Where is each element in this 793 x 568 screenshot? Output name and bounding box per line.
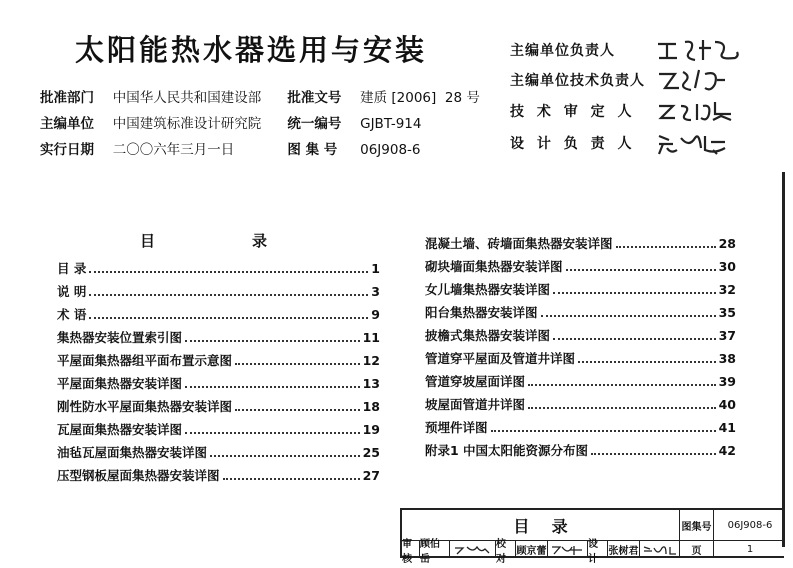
toc-entry[interactable] xyxy=(425,395,736,413)
toc-entry-title: 管道穿平屋面及管道井详图 xyxy=(425,351,576,366)
signature-image xyxy=(655,98,745,124)
leader-dots xyxy=(89,317,368,319)
leader-dots xyxy=(553,338,716,340)
info-row-editor xyxy=(40,112,421,132)
leader-dots xyxy=(89,294,368,296)
toc-entry-title: 平屋面集热器组平面布置示意图 xyxy=(57,353,233,368)
signature-image xyxy=(655,36,745,62)
toc-entry[interactable] xyxy=(57,443,380,461)
toc-entry-page: 42 xyxy=(718,443,736,458)
approve-dept-label: 批准部门 xyxy=(40,90,94,106)
toc-entry-title: 平屋面集热器安装详图 xyxy=(57,376,183,391)
toc-entry-page: 37 xyxy=(718,328,736,343)
toc-entry[interactable] xyxy=(57,420,380,438)
leader-dots xyxy=(185,432,360,434)
toc-entry[interactable] xyxy=(425,372,736,390)
toc-entry-title: 集热器安装位置索引图 xyxy=(57,330,183,345)
toc-entry[interactable] xyxy=(57,397,380,415)
toc-entry-title: 预埋件详图 xyxy=(425,420,488,435)
role-chief-tech: 主编单位技术负责人 xyxy=(510,73,645,89)
toc-entry-page: 25 xyxy=(362,445,380,460)
toc-entry-page: 12 xyxy=(362,353,380,368)
toc-entry-title: 瓦屋面集热器安装详图 xyxy=(57,422,183,437)
toc-entry[interactable] xyxy=(57,351,380,369)
toc-entry-page: 13 xyxy=(362,376,380,391)
leader-dots xyxy=(210,455,360,457)
toc-entry-page: 35 xyxy=(718,305,736,320)
leader-dots xyxy=(541,315,716,317)
effective-label: 实行日期 xyxy=(40,142,94,158)
designer-signature xyxy=(640,541,680,558)
designer-name: 张树君 xyxy=(608,541,640,558)
toc-entry[interactable] xyxy=(425,418,736,436)
role-technical-reviewer: 技 术 审 定 人 xyxy=(510,104,636,120)
toc-entry-title: 附录1 中国太阳能资源分布图 xyxy=(425,443,589,458)
atlas-no: 06J908-6 xyxy=(727,519,773,531)
toc-entry-page: 1 xyxy=(371,261,380,276)
editor: 中国建筑标准设计研究院 xyxy=(112,116,262,132)
toc-entry-page: 3 xyxy=(371,284,380,299)
leader-dots xyxy=(528,407,716,409)
leader-dots xyxy=(528,384,716,386)
review-label: 审核 xyxy=(402,541,420,558)
toc-entry[interactable] xyxy=(57,374,380,392)
toc-entry[interactable] xyxy=(57,259,380,277)
check-label: 校对 xyxy=(496,541,516,558)
toc-entry-title: 说 明 xyxy=(57,284,87,299)
reviewer-name: 顾伯岳 xyxy=(420,541,450,558)
toc-entry-title: 刚性防水平屋面集热器安装详图 xyxy=(57,399,233,414)
toc-entry-title: 油毡瓦屋面集热器安装详图 xyxy=(57,445,208,460)
leader-dots xyxy=(566,269,716,271)
toc-entry-page: 18 xyxy=(362,399,380,414)
toc-entry[interactable] xyxy=(57,328,380,346)
atlas-no: 06J908-6 xyxy=(360,142,421,158)
toc-entry-title: 坡屋面管道井详图 xyxy=(425,397,526,412)
leader-dots xyxy=(89,271,368,273)
role-chief-unit: 主编单位负责人 xyxy=(510,43,615,59)
checker-name: 顾京蕾 xyxy=(516,541,548,558)
leader-dots xyxy=(616,246,716,248)
toc-entry[interactable] xyxy=(425,234,736,252)
toc-entry[interactable] xyxy=(425,349,736,367)
toc-entry-title: 管道穿坡屋面详图 xyxy=(425,374,526,389)
checker-signature xyxy=(548,541,588,558)
toc-entry-page: 40 xyxy=(718,397,736,412)
atlas-no-label: 图 集 号 xyxy=(287,142,338,158)
toc-entry-page: 39 xyxy=(718,374,736,389)
reviewer-signature xyxy=(450,541,496,558)
toc-entry-title: 砌块墙面集热器安装详图 xyxy=(425,259,563,274)
leader-dots xyxy=(491,430,716,432)
toc-entry-title: 混凝土墙、砖墙面集热器安装详图 xyxy=(425,236,613,251)
leader-dots xyxy=(185,386,360,388)
signature-image xyxy=(655,66,745,92)
signature-image xyxy=(655,130,745,158)
editor-label: 主编单位 xyxy=(40,116,94,132)
unified-no-label: 统一编号 xyxy=(287,116,342,132)
page-number: 1 xyxy=(746,544,754,555)
toc-entry-page: 28 xyxy=(718,236,736,251)
leader-dots xyxy=(235,409,360,411)
unified-no: GJBT-914 xyxy=(360,116,422,132)
approve-dept: 中国华人民共和国建设部 xyxy=(112,90,262,106)
toc-entry[interactable] xyxy=(425,280,736,298)
role-design-lead: 设 计 负 责 人 xyxy=(510,136,636,152)
toc-entry-page: 30 xyxy=(718,259,736,274)
toc-entry[interactable] xyxy=(425,326,736,344)
effective-date: 二〇〇六年三月一日 xyxy=(112,142,235,158)
toc-heading-2: 录 xyxy=(252,232,268,250)
toc-entry-title: 术 语 xyxy=(57,307,87,322)
toc-entry-title: 披檐式集热器安装详图 xyxy=(425,328,551,343)
leader-dots xyxy=(591,453,716,455)
design-label: 设计 xyxy=(588,541,608,558)
toc-entry-title: 女儿墙集热器安装详图 xyxy=(425,282,551,297)
toc-entry-page: 32 xyxy=(718,282,736,297)
toc-entry[interactable] xyxy=(57,466,380,484)
toc-entry-page: 38 xyxy=(718,351,736,366)
toc-entry-page: 27 xyxy=(362,468,380,483)
info-row-effective xyxy=(40,138,421,158)
toc-entry[interactable] xyxy=(425,303,736,321)
toc-entry[interactable] xyxy=(57,282,380,300)
leader-dots xyxy=(185,340,360,342)
toc-entry[interactable] xyxy=(425,441,736,459)
leader-dots xyxy=(235,363,360,365)
toc-entry-title: 阳台集热器安装详图 xyxy=(425,305,538,320)
toc-entry-page: 41 xyxy=(718,420,736,435)
leader-dots xyxy=(223,478,360,480)
approve-doc-label: 批准文号 xyxy=(287,90,342,106)
leader-dots xyxy=(553,292,716,294)
toc-entry[interactable] xyxy=(57,305,380,323)
toc-entry-page: 19 xyxy=(362,422,380,437)
atlas-no-label: 图集号 xyxy=(680,510,714,540)
sheet-title: 目 录 xyxy=(402,510,680,540)
toc-entry-page: 11 xyxy=(362,330,380,345)
page-label: 页 xyxy=(680,541,714,558)
title-block xyxy=(400,508,784,565)
toc-heading-1: 目 xyxy=(140,232,156,250)
atlas-title: 太阳能热水器选用与安装 xyxy=(75,33,428,67)
leader-dots xyxy=(578,361,716,363)
info-row-approve xyxy=(40,86,480,106)
toc-entry[interactable] xyxy=(425,257,736,275)
toc-entry-title: 压型钢板屋面集热器安装详图 xyxy=(57,468,220,483)
approve-doc: 建质 [2006] 28 号 xyxy=(360,90,480,106)
toc-entry-page: 9 xyxy=(371,307,380,322)
toc-entry-title: 目 录 xyxy=(57,261,87,276)
frame-border xyxy=(782,172,785,547)
